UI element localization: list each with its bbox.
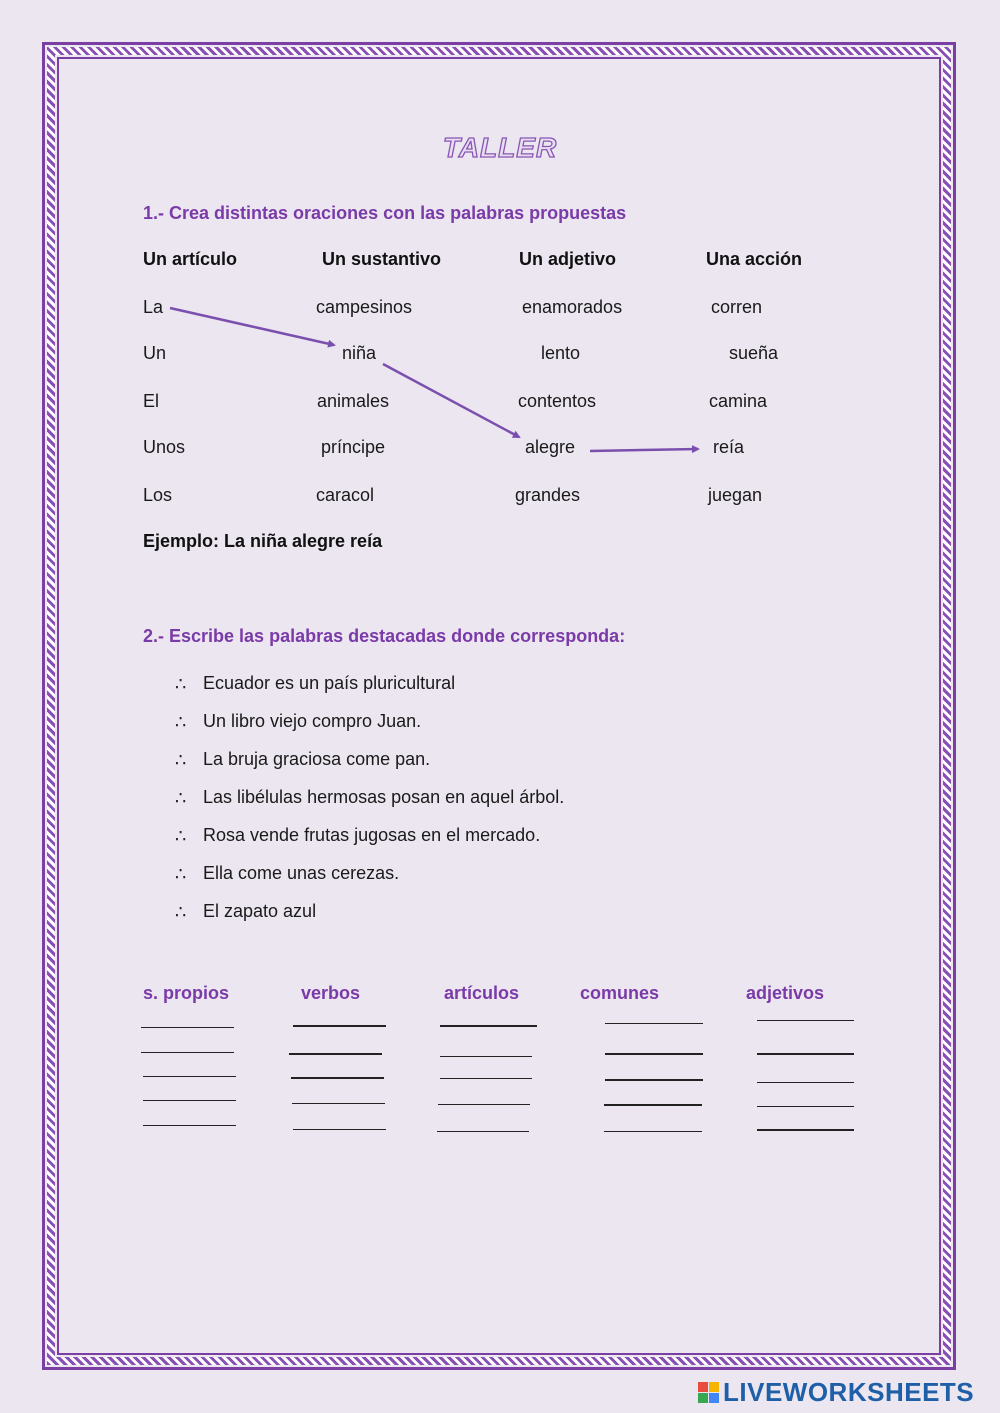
word-accion: camina	[709, 391, 768, 411]
answer-line-comunes[interactable]	[605, 1079, 703, 1081]
liveworksheets-brand	[698, 1377, 974, 1408]
column-header-adjetivo: Un adjetivo	[519, 249, 617, 269]
word-accion: reía	[713, 437, 745, 457]
sentence-item: La bruja graciosa come pan.	[203, 749, 431, 769]
answer-line-comunes[interactable]	[605, 1053, 703, 1055]
sentence-item: Ella come unas cerezas.	[203, 863, 400, 883]
answer-line-adjetivos[interactable]	[757, 1106, 854, 1107]
column-header-accion: Una acción	[706, 249, 803, 269]
category-label-verbos: verbos	[301, 983, 361, 1003]
answer-line-articulos[interactable]	[440, 1025, 537, 1027]
example-sentence: Ejemplo: La niña alegre reía	[143, 531, 383, 551]
sentence-item: Rosa vende frutas jugosas en el mercado.	[203, 825, 541, 845]
exercise1-heading: 1.- Crea distintas oraciones con las palabras propuestas	[143, 203, 627, 223]
therefore-bullet-icon: ∴	[175, 788, 187, 808]
therefore-bullet-icon: ∴	[175, 864, 187, 884]
liveworksheets-wordmark: LIVEWORKSHEETS	[723, 1377, 975, 1407]
therefore-bullet-icon: ∴	[175, 750, 187, 770]
category-label-s-propios: s. propios	[143, 983, 230, 1003]
word-adjetivo: alegre	[525, 437, 576, 457]
answer-line-verbos[interactable]	[293, 1129, 386, 1130]
sentence-item: El zapato azul	[203, 901, 317, 921]
word-adjetivo: enamorados	[522, 297, 623, 317]
answer-line-comunes[interactable]	[605, 1023, 703, 1024]
therefore-bullet-icon: ∴	[175, 712, 187, 732]
word-accion: corren	[711, 297, 763, 317]
answer-line-s-propios[interactable]	[143, 1100, 236, 1101]
word-articulo: Los	[143, 485, 173, 505]
answer-line-verbos[interactable]	[289, 1053, 382, 1055]
word-accion: juegan	[708, 485, 763, 505]
arrow-alegre-to-reia	[590, 449, 698, 451]
answer-line-s-propios[interactable]	[143, 1076, 236, 1077]
liveworksheets-logo-icon	[698, 1382, 720, 1404]
category-label-comunes: comunes	[580, 983, 660, 1003]
word-adjetivo: contentos	[518, 391, 597, 411]
word-adjetivo: lento	[541, 343, 581, 363]
column-header-articulo: Un artículo	[143, 249, 238, 269]
answer-line-s-propios[interactable]	[143, 1125, 236, 1126]
answer-line-s-propios[interactable]	[141, 1052, 234, 1053]
therefore-bullet-icon: ∴	[175, 826, 187, 846]
answer-line-adjetivos[interactable]	[757, 1129, 854, 1131]
word-sustantivo: animales	[317, 391, 390, 411]
answer-line-adjetivos[interactable]	[757, 1082, 854, 1083]
sentence-item: Un libro viejo compro Juan.	[203, 711, 422, 731]
word-articulo: Un	[143, 343, 167, 363]
therefore-bullet-icon: ∴	[175, 674, 187, 694]
answer-line-verbos[interactable]	[293, 1025, 386, 1027]
answer-line-adjetivos[interactable]	[757, 1020, 854, 1021]
answer-line-articulos[interactable]	[438, 1104, 530, 1105]
word-adjetivo: grandes	[515, 485, 581, 505]
word-articulo: Unos	[143, 437, 186, 457]
word-accion: sueña	[729, 343, 779, 363]
answer-line-articulos[interactable]	[437, 1131, 529, 1132]
exercise2-heading: 2.- Escribe las palabras destacadas donde corresponda:	[143, 626, 626, 646]
word-articulo: La	[143, 297, 164, 317]
answer-line-comunes[interactable]	[604, 1104, 702, 1106]
answer-line-s-propios[interactable]	[141, 1027, 234, 1028]
sentence-item: Las libélulas hermosas posan en aquel árbol.	[203, 787, 565, 807]
word-articulo: El	[143, 391, 160, 411]
category-label-adjetivos: adjetivos	[746, 983, 825, 1003]
arrow-nina-to-alegre	[383, 364, 519, 437]
arrow-la-to-nina	[170, 308, 334, 345]
word-sustantivo: campesinos	[316, 297, 413, 317]
category-label-articulos: artículos	[444, 983, 520, 1003]
word-sustantivo: niña	[342, 343, 377, 363]
answer-line-adjetivos[interactable]	[757, 1053, 854, 1055]
sentence-item: Ecuador es un país pluricultural	[203, 673, 456, 693]
answer-line-articulos[interactable]	[440, 1078, 532, 1079]
answer-line-articulos[interactable]	[440, 1056, 532, 1057]
answer-line-verbos[interactable]	[291, 1077, 384, 1079]
answer-line-verbos[interactable]	[292, 1103, 385, 1104]
word-sustantivo: caracol	[316, 485, 375, 505]
page-title: TALLER	[442, 132, 558, 163]
column-header-sustantivo: Un sustantivo	[322, 249, 442, 269]
word-sustantivo: príncipe	[321, 437, 386, 457]
answer-line-comunes[interactable]	[604, 1131, 702, 1132]
therefore-bullet-icon: ∴	[175, 902, 187, 922]
